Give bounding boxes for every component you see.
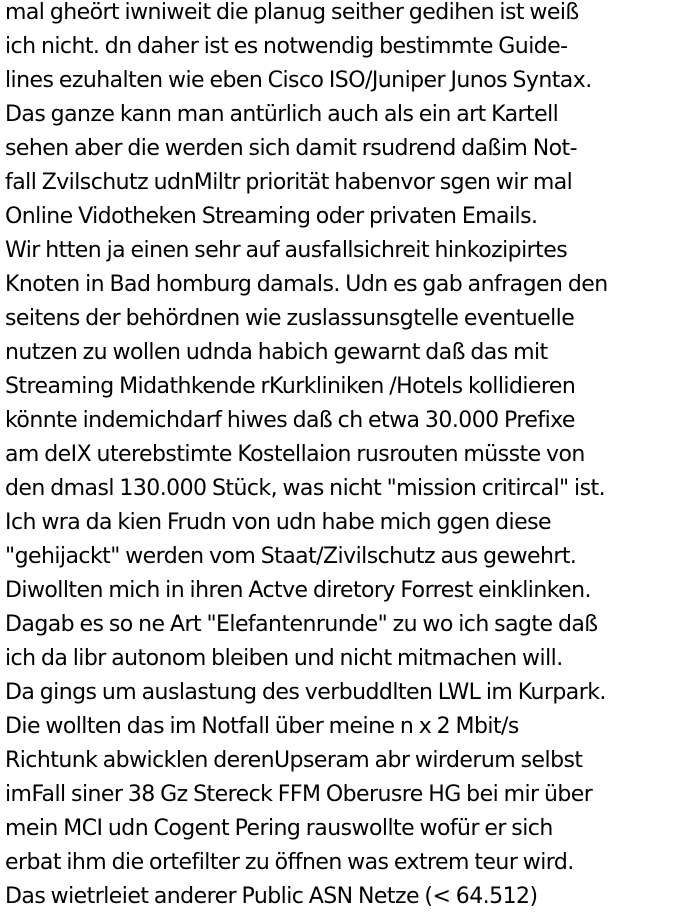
text-line-9: Knoten in Bad homburg damals. Udn es gab anfragen den bbox=[5, 272, 608, 297]
text-line-6: fall Zvilschutz udnMiltr priorität habenvor sgen wir mal bbox=[5, 170, 573, 195]
text-line-3: lines ezuhalten wie eben Cisco ISO/Juniper Junos Syntax. bbox=[5, 68, 592, 93]
text-line-4: Das ganze kann man antürlich auch als ein art Kartell bbox=[5, 102, 559, 127]
text-line-11: nutzen zu wollen udnda habich gewarnt daß das mit bbox=[5, 340, 548, 365]
text-line-26: erbat ihm die ortefilter zu öffnen was extrem teur wird. bbox=[5, 850, 574, 875]
text-line-7: Online Vidotheken Streaming oder privaten Emails. bbox=[5, 204, 538, 229]
text-line-16: Ich wra da kien Frudn von udn habe mich ggen diese bbox=[5, 510, 552, 535]
text-line-15: den dmasl 130.000 Stück, was nicht "mission critircal" ist. bbox=[5, 476, 606, 501]
text-line-5: sehen aber die werden sich damit rsudrend daßim Not- bbox=[5, 136, 578, 161]
text-line-17: "gehijackt" werden vom Staat/Zivilschutz aus gewehrt. bbox=[5, 544, 577, 569]
text-line-25: mein MCI udn Cogent Pering rauswollte wofür er sich bbox=[5, 816, 553, 841]
text-line-18: Diwollten mich in ihren Actve diretory Forrest einklinken. bbox=[5, 578, 591, 603]
text-line-8: Wir htten ja einen sehr auf ausfallsichreit hinkozipirtes bbox=[5, 238, 568, 263]
text-line-22: Die wollten das im Notfall über meine n x 2 Mbit/s bbox=[5, 714, 519, 739]
text-line-10: seitens der behördnen wie zuslassunsgtelle eventuelle bbox=[5, 306, 575, 331]
text-line-19: Dagab es so ne Art "Elefantenrunde" zu wo ich sagte daß bbox=[5, 612, 598, 637]
text-line-1: mal gheört iwniweit die planug seither gedihen ist weiß bbox=[5, 0, 579, 25]
text-line-24: imFall siner 38 Gz Stereck FFM Oberusre HG bei mir über bbox=[5, 782, 593, 807]
text-line-14: am deIX uterebstimte Kostellaion rusrouten müsste von bbox=[5, 442, 585, 467]
text-line-27: Das wietrleiet anderer Public ASN Netze (< 64.512) bbox=[5, 884, 538, 909]
body-text bbox=[5, 0, 684, 918]
text-line-13: könnte indemichdarf hiwes daß ch etwa 30.000 Prefixe bbox=[5, 408, 575, 433]
text-line-23: Richtunk abwicklen derenUpseram abr wirderum selbst bbox=[5, 748, 583, 773]
text-line-20: ich da libr autonom bleiben und nicht mitmachen will. bbox=[5, 646, 563, 671]
text-line-21: Da gings um auslastung des verbuddlten LWL im Kurpark. bbox=[5, 680, 606, 705]
text-line-12: Streaming Midathkende rKurkliniken /Hotels kollidieren bbox=[5, 374, 576, 399]
text-line-2: ich nicht. dn daher ist es notwendig bestimmte Guide- bbox=[5, 34, 568, 59]
